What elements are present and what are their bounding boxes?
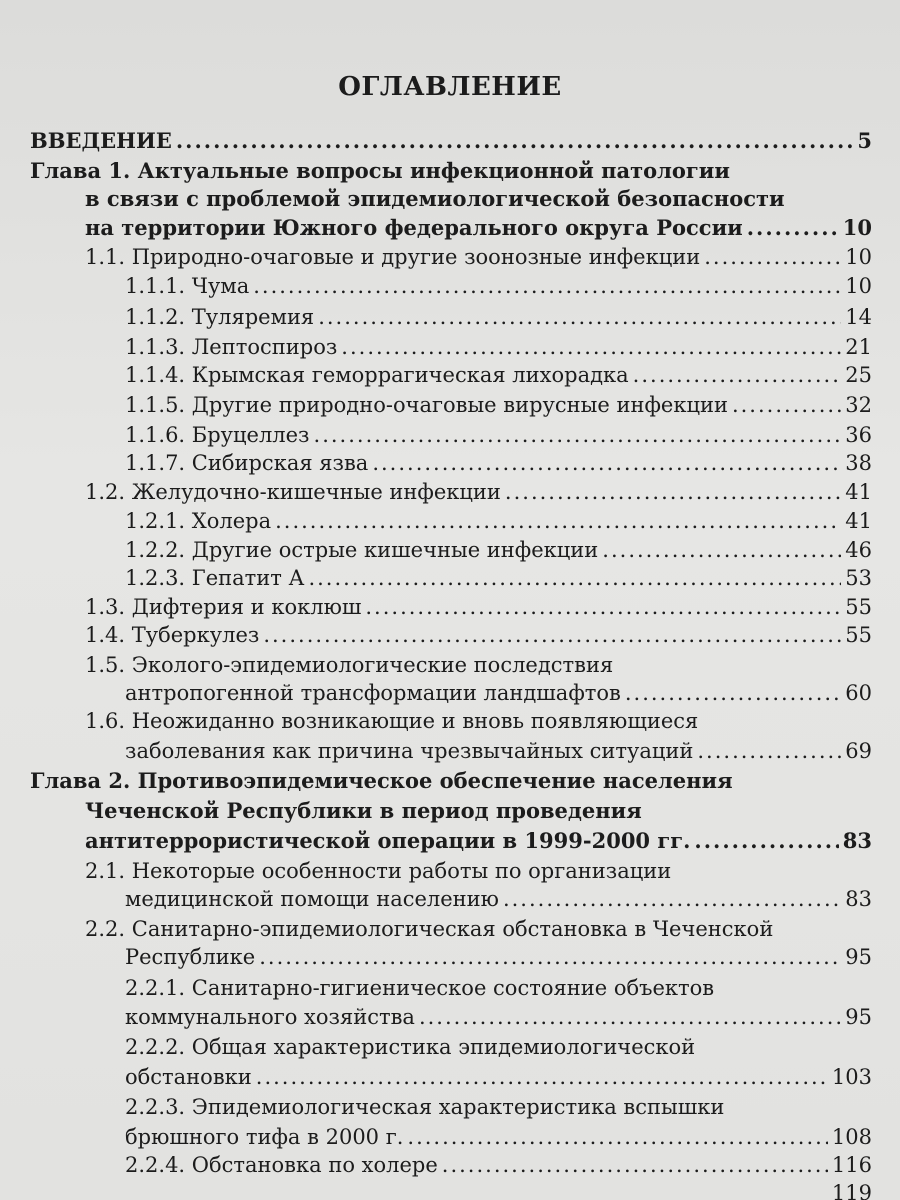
toc-page-number: 116 — [831, 1153, 872, 1177]
toc-entry-line: 2.2.3. Эпидемиологическая характеристика вспышки — [125, 1095, 725, 1119]
toc-entry[interactable] — [85, 213, 872, 243]
toc-entry[interactable] — [125, 390, 872, 420]
toc-leader-dots — [365, 592, 841, 622]
toc-page-number: 10 — [845, 245, 872, 269]
toc-entry[interactable] — [125, 942, 872, 972]
toc-entry-title: антитеррористической операции в 1999-2000 гг. — [85, 828, 691, 853]
toc-page-number: 69 — [845, 739, 872, 763]
toc-page-number: 60 — [845, 681, 872, 705]
toc-entry-title: ВВЕДЕНИЕ — [30, 128, 172, 153]
toc-leader-dots — [407, 1122, 828, 1152]
toc-entry[interactable] — [125, 736, 872, 766]
toc-leader-dots — [697, 736, 841, 766]
toc-entry[interactable] — [85, 592, 872, 622]
toc-entry[interactable] — [125, 563, 872, 593]
toc-entry[interactable] — [125, 448, 872, 478]
toc-entry-title: 1.1. Природно-очаговые и другие зоонозные инфекции — [85, 245, 701, 269]
toc-entry[interactable] — [85, 826, 872, 856]
toc-entry-line: 2.2.1. Санитарно-гигиеническое состояние объектов — [125, 976, 715, 1000]
toc-leader-dots — [314, 420, 842, 450]
toc-page-number: 95 — [845, 1005, 872, 1029]
toc-entry-line: 2.2. Санитарно-эпидемиологическая обстановка в Чеченской — [85, 917, 774, 941]
toc-page-number: 119 — [831, 1181, 872, 1200]
toc-entry-title: брюшного тифа в 2000 г. — [125, 1125, 404, 1149]
toc-page-number: 10 — [845, 274, 872, 298]
toc-entry[interactable] — [125, 1150, 872, 1180]
toc-page-number: 55 — [845, 623, 872, 647]
toc-page-number: 10 — [842, 215, 872, 240]
toc-entry-title: 1.1.3. Лептоспироз — [125, 335, 338, 359]
toc-entry-title: 1.2.2. Другие острые кишечные инфекции — [125, 538, 599, 562]
toc-entry-title: 1.1.2. Туляремия — [125, 305, 315, 329]
toc-entry[interactable] — [85, 242, 872, 272]
toc-entry-title: медицинской помощи населению — [125, 887, 499, 911]
toc-entry-title: 1.1.4. Крымская геморрагическая лихорадка — [125, 363, 629, 387]
toc-page-number: 103 — [831, 1065, 872, 1089]
toc-leader-dots — [633, 360, 842, 390]
toc-leader-dots — [259, 942, 841, 972]
toc-entry[interactable] — [30, 126, 872, 156]
toc-leader-dots — [602, 535, 841, 565]
toc-entry-title: 1.1.5. Другие природно-очаговые вирусные инфекции — [125, 393, 728, 417]
toc-leader-dots — [275, 506, 841, 536]
toc-page-number: 83 — [845, 887, 872, 911]
toc-entry-line: Глава 1. Актуальные вопросы инфекционной патологии — [30, 158, 730, 183]
toc-entry[interactable] — [125, 271, 872, 301]
toc-page-number: 36 — [845, 423, 872, 447]
toc-leader-dots — [176, 126, 854, 156]
toc-entry-title: 1.1.1. Чума — [125, 274, 250, 298]
toc-entry-title: 1.2.3. Гепатит А — [125, 566, 305, 590]
toc-page-number: 14 — [845, 305, 872, 329]
toc-entry-line: 2.2.2. Общая характеристика эпидемиологической — [125, 1035, 696, 1059]
toc-entry[interactable] — [125, 302, 872, 332]
toc-page-number: 41 — [845, 480, 872, 504]
toc-page-number: 55 — [845, 595, 872, 619]
toc-entry[interactable] — [125, 420, 872, 450]
toc-entry-line: Чеченской Республики в период проведения — [85, 798, 642, 823]
toc-page-number: 95 — [845, 945, 872, 969]
toc-entry-title: Республике — [125, 945, 256, 969]
toc-entry-line: Глава 2. Противоэпидемическое обеспечение населения — [30, 768, 733, 793]
toc-page-number: 32 — [845, 393, 872, 417]
toc-page-number: 38 — [845, 451, 872, 475]
toc-leader-dots — [419, 1002, 841, 1032]
toc-entry[interactable] — [125, 678, 872, 708]
toc-entry-title: 1.1.7. Сибирская язва — [125, 451, 369, 475]
toc-entry[interactable] — [125, 1002, 872, 1032]
toc-leader-dots — [747, 213, 839, 243]
toc-heading: ОГЛАВЛЕНИЕ — [338, 72, 562, 102]
toc-entry[interactable] — [125, 506, 872, 536]
toc-entry[interactable] — [125, 360, 872, 390]
toc-page-number: 108 — [831, 1125, 872, 1149]
toc-leader-dots — [694, 826, 838, 856]
toc-entry-title: 1.3. Дифтерия и коклюш — [85, 595, 362, 619]
toc-leader-dots — [704, 242, 841, 272]
toc-entry-title: коммунального хозяйства — [125, 1005, 415, 1029]
toc-leader-dots — [341, 332, 841, 362]
toc-page-number: 25 — [845, 363, 872, 387]
toc-entry[interactable] — [125, 1178, 872, 1200]
toc-page-number: 5 — [857, 128, 872, 153]
toc-entry-line: в связи с проблемой эпидемиологической безопасности — [85, 186, 785, 211]
toc-entry[interactable] — [85, 477, 872, 507]
toc-leader-dots — [503, 884, 841, 914]
toc-leader-dots — [625, 678, 841, 708]
toc-leader-dots — [253, 271, 841, 301]
toc-page-number: 41 — [845, 509, 872, 533]
toc-entry-title: обстановки — [125, 1065, 252, 1089]
toc-leader-dots — [263, 620, 841, 650]
toc-entry-line: 1.6. Неожиданно возникающие и вновь появляющиеся — [85, 709, 699, 733]
toc-page-number: 21 — [845, 335, 872, 359]
toc-page-number: 83 — [842, 828, 872, 853]
toc-leader-dots — [505, 477, 841, 507]
toc-leader-dots — [372, 448, 841, 478]
toc-page-number: 46 — [845, 538, 872, 562]
toc-entry[interactable] — [125, 535, 872, 565]
toc-entry-title: 1.2.1. Холера — [125, 509, 272, 533]
toc-leader-dots — [308, 563, 841, 593]
toc-entry-title: антропогенной трансформации ландшафтов — [125, 681, 621, 705]
toc-entry[interactable] — [125, 332, 872, 362]
toc-entry[interactable] — [125, 1122, 872, 1152]
toc-leader-dots — [732, 390, 841, 420]
toc-entry[interactable] — [125, 1062, 872, 1092]
toc-entry-title: 1.4. Туберкулез — [85, 623, 260, 647]
toc-entry-title: на территории Южного федерального округа России — [85, 215, 743, 240]
toc-entry-line: 1.5. Эколого-эпидемиологические последствия — [85, 653, 614, 677]
toc-leader-dots — [318, 302, 841, 332]
toc-entry-title: 2.2.4. Обстановка по холере — [125, 1153, 438, 1177]
toc-entry-title: 1.2. Желудочно-кишечные инфекции — [85, 480, 501, 504]
toc-entry-title: заболевания как причина чрезвычайных ситуаций — [125, 739, 694, 763]
toc-entry[interactable] — [125, 884, 872, 914]
toc-leader-dots — [442, 1150, 828, 1180]
toc-page-number: 53 — [845, 566, 872, 590]
toc-entry[interactable] — [85, 620, 872, 650]
toc-leader-dots — [256, 1062, 828, 1092]
toc-entry-title: 1.1.6. Бруцеллез — [125, 423, 310, 447]
toc-entry-line: 2.1. Некоторые особенности работы по организации — [85, 859, 672, 883]
